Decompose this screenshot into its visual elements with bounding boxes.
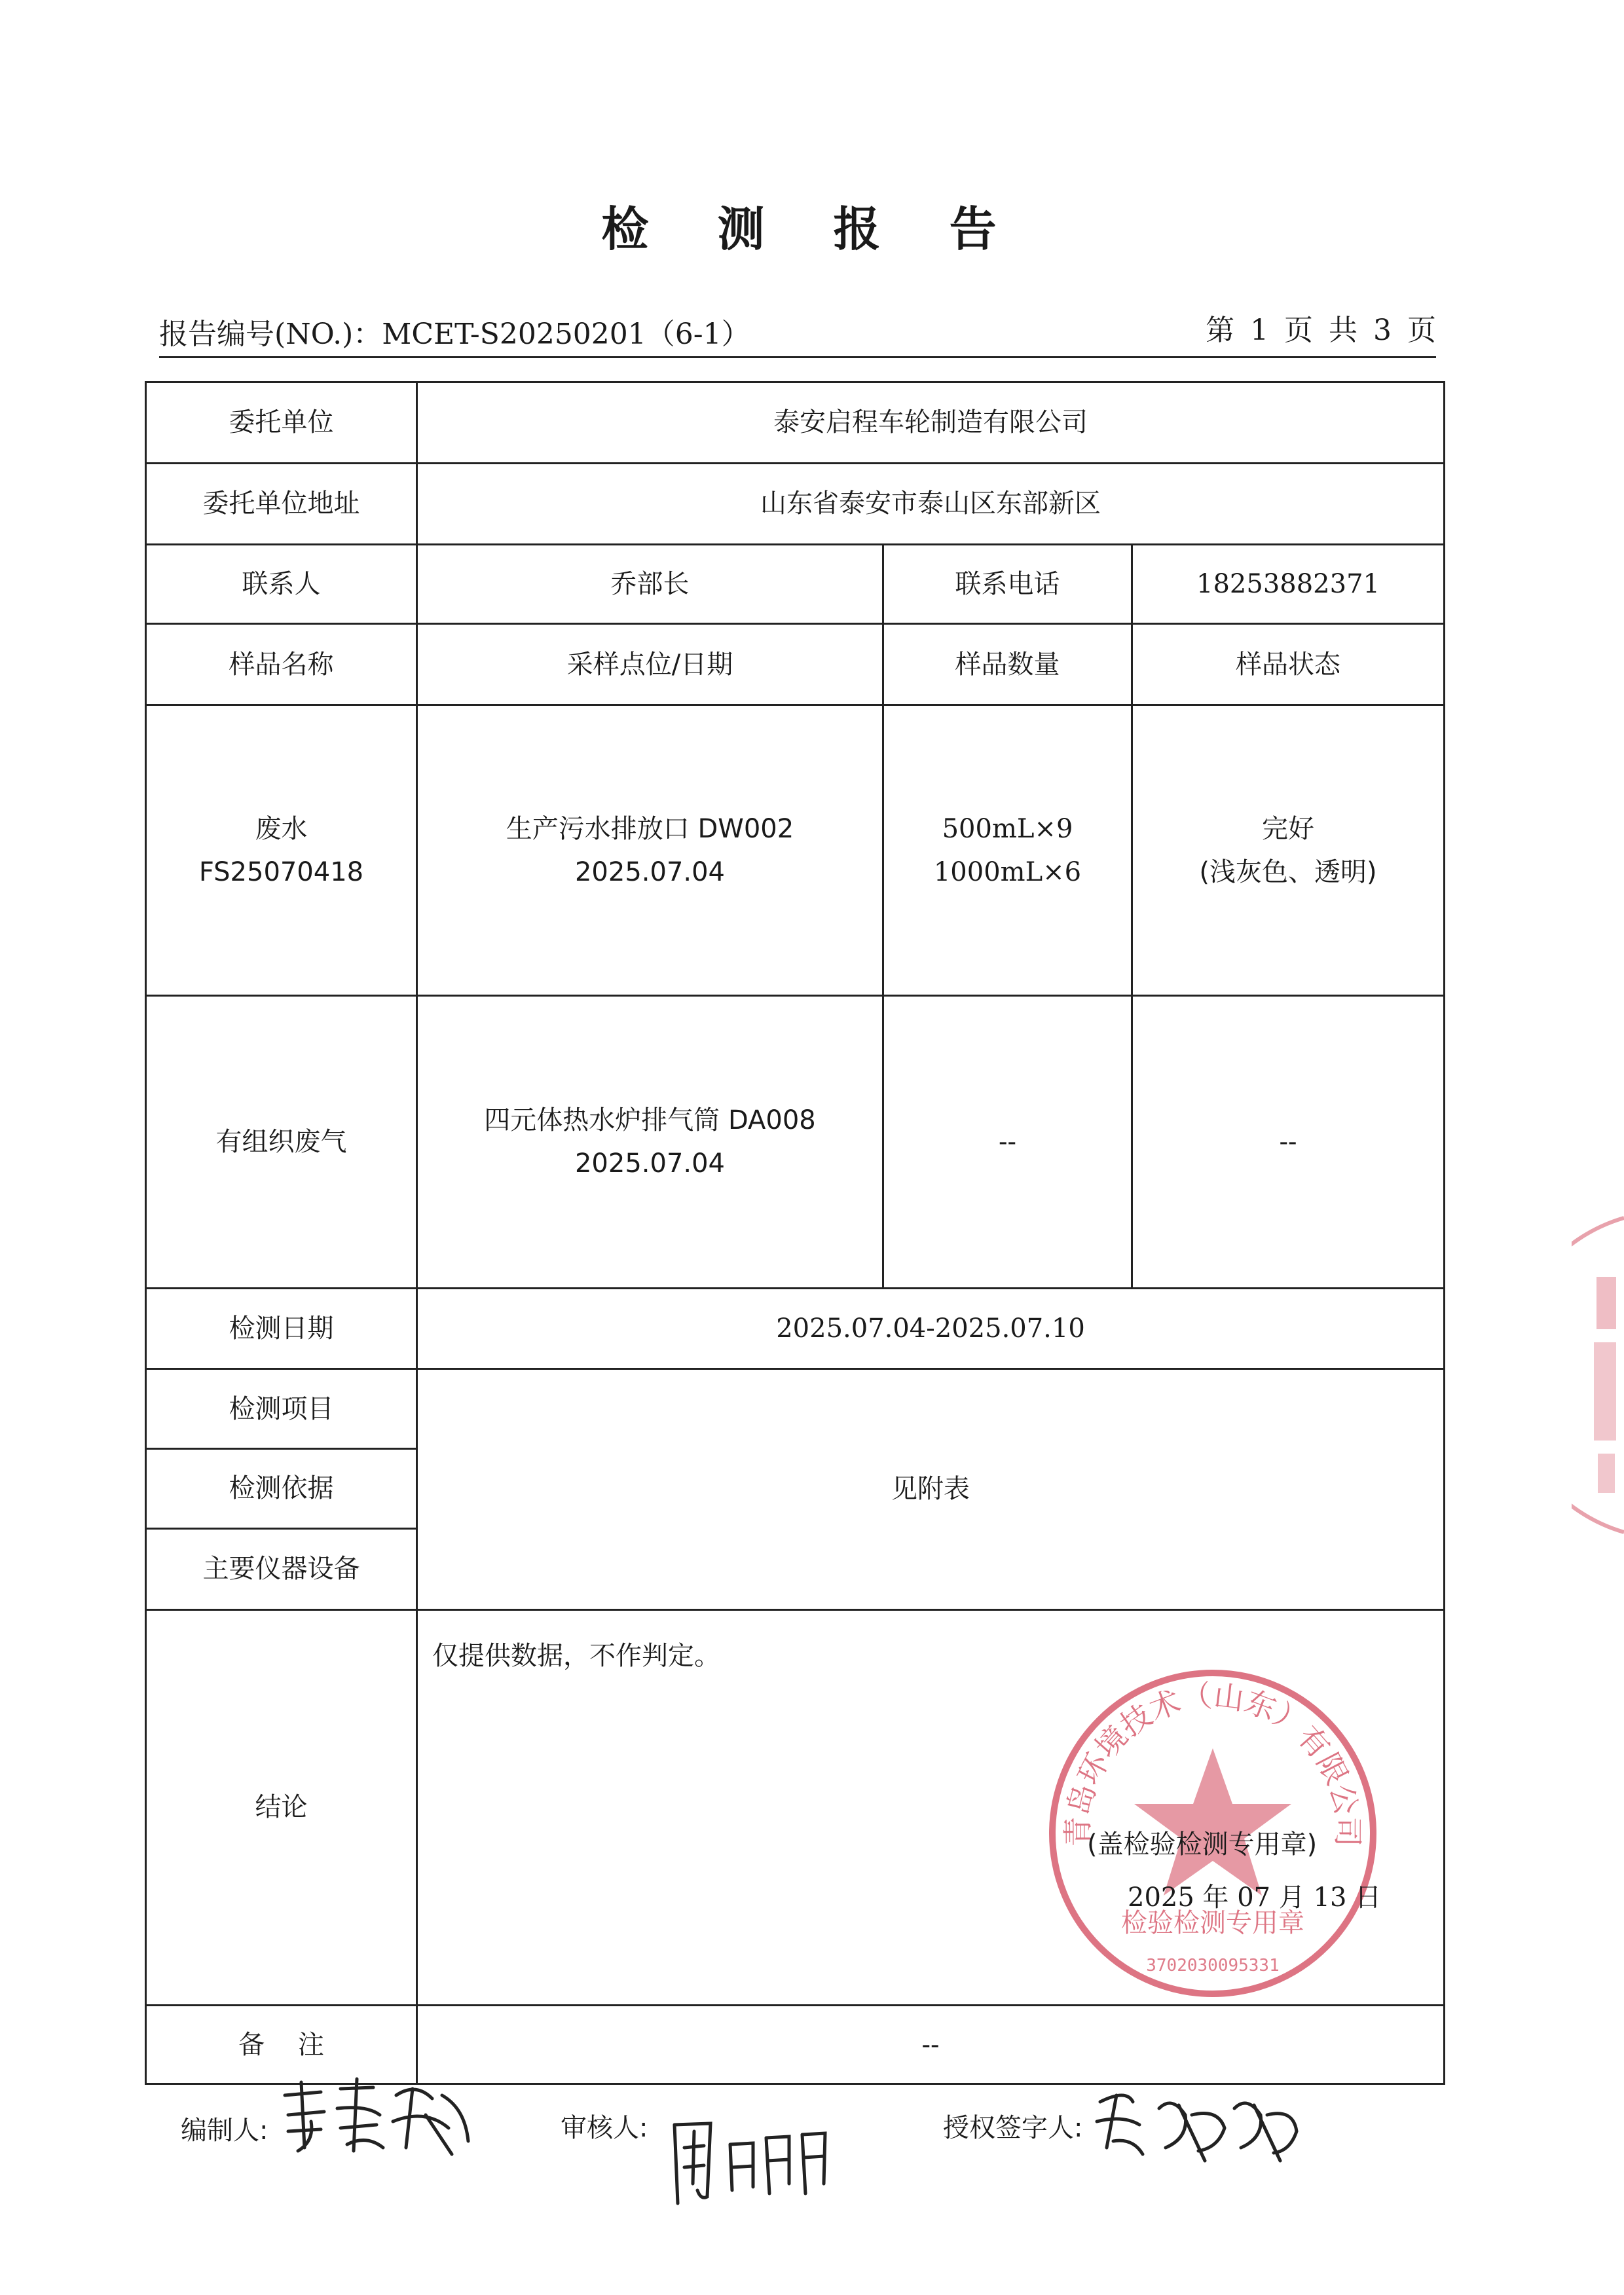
table-row — [146, 1369, 1445, 1449]
sample-state-cell — [1132, 705, 1445, 995]
page-info: 第 1 页 共 3 页 — [1206, 314, 1436, 347]
stamp-caption: (盖检验检测专用章) — [1087, 1829, 1318, 1860]
test-date-label: 检测日期 — [146, 1288, 417, 1369]
sampling-point-cell — [417, 996, 883, 1288]
client-value: 泰安启程车轮制造有限公司 — [417, 382, 1445, 464]
signatory-signature — [1087, 2076, 1303, 2174]
sample-state: 完好 — [1262, 813, 1315, 844]
instruments-label: 主要仪器设备 — [146, 1528, 417, 1609]
table-row — [146, 382, 1445, 464]
reviewer-signature — [661, 2105, 832, 2210]
sample-state: (浅灰色、透明) — [1199, 856, 1377, 887]
stamp-ring-text: 青岛环境技术（山东）有限公司 — [1060, 1678, 1366, 1847]
client-label: 委托单位 — [146, 382, 417, 464]
sample-name-cell — [146, 705, 417, 995]
conclusion-text: 仅提供数据，不作判定。 — [432, 1640, 720, 1671]
stamp-number: 3702030095331 — [1146, 1956, 1280, 1975]
address-value: 山东省泰安市泰山区东部新区 — [417, 463, 1445, 544]
test-basis-label: 检测依据 — [146, 1449, 417, 1529]
reviewer-label: 审核人: — [561, 2113, 648, 2143]
remarks-label-text: 备 注 — [238, 2029, 324, 2060]
sample-qty-label: 样品数量 — [883, 624, 1132, 705]
sample-qty: 1000mL×6 — [933, 856, 1082, 887]
edge-seal-fragment — [1572, 1205, 1624, 1545]
table-row — [146, 705, 1445, 995]
sample-qty: -- — [883, 996, 1132, 1288]
table-row — [146, 624, 1445, 705]
stamp-star-icon — [1134, 1748, 1291, 1896]
report-number: 报告编号(NO.)：MCET-S20250201（6-1） — [159, 318, 750, 351]
stamp-date: 2025 年 07 月 13 日 — [1128, 1882, 1382, 1913]
sample-qty-cell — [883, 705, 1132, 995]
table-row — [146, 544, 1445, 624]
remarks-value: -- — [417, 2006, 1445, 2084]
document-title: 检 测 报 告 — [601, 201, 1023, 257]
sample-qty: 500mL×9 — [942, 813, 1073, 844]
sampling-point: 四元体热水炉排气筒 DA008 — [484, 1105, 816, 1135]
conclusion-label: 结论 — [146, 1609, 417, 2006]
test-items-label: 检测项目 — [146, 1369, 417, 1449]
sample-state-label: 样品状态 — [1132, 624, 1445, 705]
table-row — [146, 996, 1445, 1288]
sample-name: 有组织废气 — [146, 996, 417, 1288]
table-row — [146, 463, 1445, 544]
sampling-point-cell — [417, 705, 883, 995]
table-row — [146, 1288, 1445, 1369]
see-attached: 见附表 — [417, 1369, 1445, 1609]
sample-code: FS25070418 — [198, 856, 364, 887]
sampling-point: 生产污水排放口 DW002 — [506, 813, 794, 844]
test-date-value: 2025.07.04-2025.07.10 — [417, 1288, 1445, 1369]
compiler-label: 编制人: — [181, 2116, 268, 2146]
sample-name: 废水 — [255, 813, 308, 844]
address-label: 委托单位地址 — [146, 463, 417, 544]
contact-label: 联系人 — [146, 544, 417, 624]
sample-name-label: 样品名称 — [146, 624, 417, 705]
compiler-signature — [275, 2069, 478, 2161]
phone-label: 联系电话 — [883, 544, 1132, 624]
report-header — [159, 316, 1436, 358]
stamp-inner-text: 检验检测专用章 — [1121, 1908, 1304, 1938]
sample-state: -- — [1132, 996, 1445, 1288]
sampling-point-label: 采样点位/日期 — [417, 624, 883, 705]
contact-value: 乔部长 — [417, 544, 883, 624]
signatory-label: 授权签字人: — [943, 2113, 1083, 2143]
phone-value: 18253882371 — [1132, 544, 1445, 624]
sampling-date: 2025.07.04 — [574, 1148, 726, 1179]
sampling-date: 2025.07.04 — [574, 856, 726, 887]
